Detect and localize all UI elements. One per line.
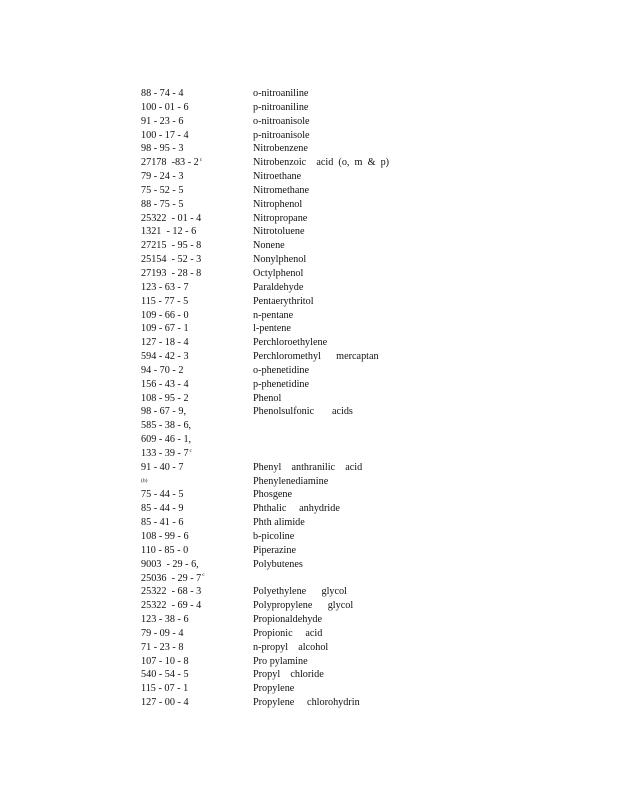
cas-number bbox=[141, 599, 201, 613]
cas-number-text: 91 - 23 - 6 bbox=[141, 115, 184, 127]
cas-number bbox=[141, 129, 189, 143]
cas-number bbox=[141, 572, 205, 586]
cas-number bbox=[141, 502, 183, 516]
cas-number bbox=[141, 101, 189, 115]
chemical-name: Polybutenes bbox=[253, 558, 303, 570]
cas-number-text: 91 - 40 - 7 bbox=[141, 461, 184, 473]
list-row bbox=[141, 613, 581, 627]
cas-number-text: 110 - 85 - 0 bbox=[141, 544, 189, 556]
list-row bbox=[141, 295, 581, 309]
cas-number bbox=[141, 585, 201, 599]
chemical-name: Piperazine bbox=[253, 544, 296, 556]
cas-number-text: 25154 - 52 - 3 bbox=[141, 254, 202, 266]
chemical-name: Nitrotoluene bbox=[253, 226, 305, 238]
list-row bbox=[141, 101, 581, 115]
list-row bbox=[141, 405, 581, 419]
chemical-name: Propionaldehyde bbox=[253, 614, 323, 626]
cas-number bbox=[141, 627, 183, 641]
list-row bbox=[141, 129, 581, 143]
chemical-name: Phth alimide bbox=[253, 517, 305, 529]
list-row bbox=[141, 696, 581, 710]
cas-number-text: 123 - 63 - 7 bbox=[141, 281, 189, 293]
list-row bbox=[141, 350, 581, 364]
list-row bbox=[141, 267, 581, 281]
list-row bbox=[141, 170, 581, 184]
cas-number bbox=[141, 281, 189, 295]
list-row bbox=[141, 447, 581, 461]
list-row bbox=[141, 682, 581, 696]
cas-number bbox=[141, 350, 189, 364]
chemical-name: Pro pylamine bbox=[253, 655, 308, 667]
chemical-name: Polypropylene glycol bbox=[253, 600, 354, 612]
chemical-name: Propylene bbox=[253, 683, 295, 695]
cas-number bbox=[141, 558, 199, 572]
list-row bbox=[141, 239, 581, 253]
chemical-name: Phenol bbox=[253, 392, 282, 404]
cas-number bbox=[141, 322, 189, 336]
cas-number bbox=[141, 156, 202, 170]
list-row bbox=[141, 253, 581, 267]
cas-number-text: 156 - 43 - 4 bbox=[141, 378, 189, 390]
list-row bbox=[141, 212, 581, 226]
footnote-marker: c bbox=[202, 572, 205, 579]
list-row bbox=[141, 530, 581, 544]
cas-number bbox=[141, 696, 189, 710]
cas-number-text: 594 - 42 - 3 bbox=[141, 351, 189, 363]
cas-number bbox=[141, 488, 183, 502]
cas-number-text: 108 - 99 - 6 bbox=[141, 531, 189, 542]
cas-number-text: 88 - 75 - 5 bbox=[141, 198, 184, 210]
cas-number-text: 115 - 77 - 5 bbox=[141, 295, 189, 307]
cas-number-text: 85 - 44 - 9 bbox=[141, 503, 184, 515]
chemical-name: Propylene chlorohydrin bbox=[253, 697, 360, 709]
list-row bbox=[141, 655, 581, 669]
cas-number bbox=[141, 142, 183, 156]
cas-number-text: 85 - 41 - 6 bbox=[141, 517, 184, 529]
list-row bbox=[141, 461, 581, 475]
list-row bbox=[141, 115, 581, 129]
chemical-name: Pentaerythritol bbox=[253, 295, 314, 307]
list-row bbox=[141, 184, 581, 198]
cas-number bbox=[141, 419, 191, 433]
cas-number-text: 100 - 17 - 4 bbox=[141, 129, 189, 141]
chemical-name: Polyethylene glycol bbox=[253, 586, 347, 598]
cas-number bbox=[141, 530, 189, 544]
chemical-name: p-nitroanisole bbox=[253, 129, 310, 141]
cas-number-text: 25036 - 29 - 7 bbox=[141, 572, 202, 584]
chemical-name: l-pentene bbox=[253, 323, 291, 335]
footnote-marker: c bbox=[199, 156, 203, 163]
cas-number bbox=[141, 682, 188, 696]
cas-number-text: 27178 -83 - 2 bbox=[141, 157, 199, 169]
cas-number bbox=[141, 613, 189, 627]
cas-number-text: 540 - 54 - 5 bbox=[141, 669, 189, 681]
cas-number-text: 123 - 38 - 6 bbox=[141, 614, 189, 626]
cas-number bbox=[141, 87, 183, 101]
cas-number bbox=[141, 170, 183, 184]
cas-number-text: 100 - 01 - 6 bbox=[141, 101, 189, 113]
chemical-name: n-propyl alcohol bbox=[253, 641, 329, 653]
cas-number bbox=[141, 668, 189, 682]
cas-number bbox=[141, 447, 192, 461]
list-row bbox=[141, 641, 581, 655]
list-row bbox=[141, 599, 581, 613]
list-row bbox=[141, 544, 581, 558]
list-row bbox=[141, 668, 581, 682]
cas-number bbox=[141, 433, 191, 447]
cas-number bbox=[141, 405, 186, 419]
cas-number-text: 115 - 07 - 1 bbox=[141, 683, 189, 695]
list-row bbox=[141, 516, 581, 530]
chemical-name: b-picoline bbox=[253, 531, 295, 542]
chemical-name: Propyl chloride bbox=[253, 669, 324, 681]
cas-number-text: 127 - 18 - 4 bbox=[141, 337, 189, 349]
cas-number-text: 75 - 44 - 5 bbox=[141, 489, 184, 501]
list-row bbox=[141, 309, 581, 323]
list-row bbox=[141, 627, 581, 641]
cas-number-text: 107 - 10 - 8 bbox=[141, 655, 189, 667]
cas-number-text: 27215 - 95 - 8 bbox=[141, 240, 202, 252]
cas-number-text: 98 - 95 - 3 bbox=[141, 143, 184, 155]
cas-number bbox=[141, 253, 201, 267]
list-row bbox=[141, 392, 581, 406]
cas-number-text: 585 - 38 - 6, bbox=[141, 420, 192, 432]
list-row bbox=[141, 198, 581, 212]
cas-number-text: 79 - 24 - 3 bbox=[141, 171, 184, 183]
cas-number bbox=[141, 516, 183, 530]
chemical-name: Nitrophenol bbox=[253, 198, 303, 210]
list-row bbox=[141, 572, 581, 586]
chemical-name: Propionic acid bbox=[253, 627, 323, 639]
chemical-name: Nitroethane bbox=[253, 171, 302, 183]
chemical-name: o-phenetidine bbox=[253, 364, 310, 376]
list-row bbox=[141, 336, 581, 350]
chemical-name: p-nitroaniline bbox=[253, 101, 309, 113]
cas-number-text: 9003 - 29 - 6, bbox=[141, 558, 199, 570]
cas-number-text: 88 - 74 - 4 bbox=[141, 88, 184, 99]
cas-number-text: 109 - 66 - 0 bbox=[141, 309, 189, 321]
cas-number bbox=[141, 115, 183, 129]
chemical-name: Nitropropane bbox=[253, 212, 308, 224]
cas-number-text: 79 - 09 - 4 bbox=[141, 627, 184, 639]
chemical-name: Nitrobenzoic acid (o, m & p) bbox=[253, 157, 390, 169]
cas-number-text: 25322 - 01 - 4 bbox=[141, 212, 202, 224]
chemical-name: Octylphenol bbox=[253, 267, 304, 279]
footnote-marker: c bbox=[189, 447, 192, 454]
list-row bbox=[141, 281, 581, 295]
list-row bbox=[141, 142, 581, 156]
chemical-name: Phosgene bbox=[253, 489, 293, 501]
list-row bbox=[141, 322, 581, 336]
list-row bbox=[141, 585, 581, 599]
chemical-name: Phthalic anhydride bbox=[253, 503, 340, 515]
chemical-name: n-pentane bbox=[253, 309, 294, 321]
list-row bbox=[141, 419, 581, 433]
cas-number bbox=[141, 295, 188, 309]
cas-number bbox=[141, 641, 183, 655]
chemical-name: Phenylenediamine bbox=[253, 475, 329, 487]
cas-number bbox=[141, 309, 189, 323]
chemical-name: Perchloromethyl mercaptan bbox=[253, 351, 379, 363]
chemical-name: Phenolsulfonic acids bbox=[253, 406, 353, 418]
chemical-name: Nitrobenzene bbox=[253, 143, 308, 155]
cas-number bbox=[141, 184, 183, 198]
cas-number bbox=[141, 461, 183, 475]
cas-number-text: 94 - 70 - 2 bbox=[141, 364, 184, 376]
cas-number-text: 71 - 23 - 8 bbox=[141, 641, 184, 653]
cas-number-text: 609 - 46 - 1, bbox=[141, 434, 192, 446]
cas-number-text: 25322 - 69 - 4 bbox=[141, 600, 202, 612]
cas-number bbox=[141, 392, 189, 406]
chemical-name: Phenyl anthranilic acid bbox=[253, 461, 363, 473]
list-row bbox=[141, 502, 581, 516]
chemical-list bbox=[141, 87, 581, 710]
cas-number-text: 98 - 67 - 9, bbox=[141, 406, 186, 418]
cas-number bbox=[141, 364, 183, 378]
chemical-name: p-phenetidine bbox=[253, 378, 310, 390]
list-row bbox=[141, 156, 581, 170]
chemical-name: o-nitroaniline bbox=[253, 88, 309, 99]
chemical-name: o-nitroanisole bbox=[253, 115, 310, 127]
cas-number-text: 127 - 00 - 4 bbox=[141, 697, 189, 709]
cas-number-text: 75 - 52 - 5 bbox=[141, 184, 184, 196]
list-row bbox=[141, 378, 581, 392]
list-row bbox=[141, 87, 581, 101]
cas-number bbox=[141, 544, 188, 558]
cas-number bbox=[141, 378, 189, 392]
cas-number bbox=[141, 225, 196, 239]
cas-number-text: 1321 - 12 - 6 bbox=[141, 226, 197, 238]
cas-number-text: 133 - 39 - 7 bbox=[141, 447, 189, 459]
cas-number bbox=[141, 239, 201, 253]
cas-number bbox=[141, 336, 189, 350]
cas-number bbox=[141, 198, 183, 212]
cas-number bbox=[141, 267, 201, 281]
chemical-name: Nonylphenol bbox=[253, 254, 307, 266]
chemical-name: Nonene bbox=[253, 240, 285, 252]
chemical-name: Nitromethane bbox=[253, 184, 310, 196]
list-row bbox=[141, 558, 581, 572]
cas-number bbox=[141, 655, 189, 669]
list-row bbox=[141, 225, 581, 239]
cas-number-text: 108 - 95 - 2 bbox=[141, 392, 189, 404]
list-row bbox=[141, 488, 581, 502]
chemical-name: Paraldehyde bbox=[253, 281, 304, 293]
list-row bbox=[141, 475, 581, 489]
cas-number-text: 27193 - 28 - 8 bbox=[141, 267, 202, 279]
cas-number-text: 25322 - 68 - 3 bbox=[141, 586, 202, 598]
list-row bbox=[141, 433, 581, 447]
chemical-name: Perchloroethylene bbox=[253, 337, 328, 349]
cas-number-text: (b) bbox=[141, 477, 148, 484]
cas-number-text: 109 - 67 - 1 bbox=[141, 323, 189, 335]
cas-number bbox=[141, 475, 147, 489]
list-row bbox=[141, 364, 581, 378]
cas-number bbox=[141, 212, 201, 226]
